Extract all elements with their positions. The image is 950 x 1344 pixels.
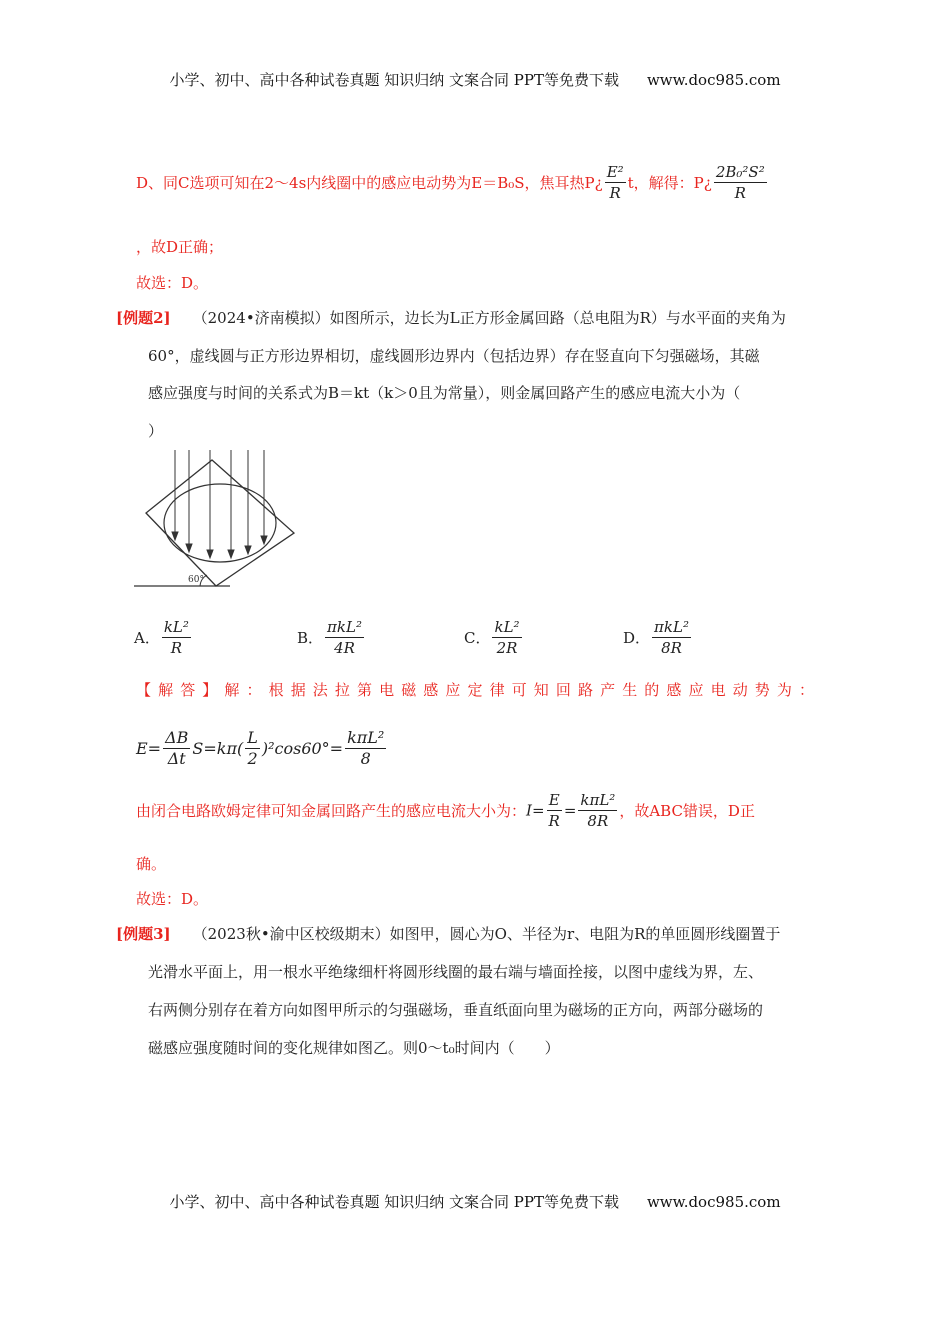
eq-part: I= [526,801,545,820]
example2-tag: [例题2] [116,309,171,327]
example2-text1: （2024•济南模拟）如图所示，边长为L正方形金属回路（总电阻为R）与水平面的夹角为 [192,309,786,327]
example2-line1 [116,307,786,328]
frac-num: L [247,728,258,747]
option-label: D． [623,629,651,647]
frac-num: ΔB [165,728,189,747]
option-fraction [652,617,691,658]
ohm-law-line2: 确。 [136,855,167,873]
fraction-current [578,790,617,831]
fraction-db-dt [163,728,190,769]
example2-pick: 故选：D。 [136,890,209,908]
frac-den: 4R [334,639,355,657]
frac-num: 2B₀²S² [715,163,765,181]
example3-text1: （2023秋•渝中区校级期末）如图甲，圆心为O、半径为r、电阻为R的单匝圆形线圈置于 [192,925,781,943]
fraction-result [714,162,767,203]
ohm-tail: ，故ABC错误，D正 [619,802,755,820]
example3-tag: [例题3] [116,925,171,943]
frac-num: E² [606,163,624,181]
option-label: B． [297,629,324,647]
example2-line3: 感应强度与时间的关系式为B＝kt（k＞0且为常量），则金属回路产生的感应电流大小为（ [148,384,741,402]
option-label: C． [464,629,491,647]
ohm-text: 由闭合电路欧姆定律可知金属回路产生的感应电流大小为： [136,802,527,820]
option-fraction [162,617,191,658]
frac-den: R [548,812,560,830]
option-c[interactable] [464,617,524,658]
footer-url: www.doc985.com [646,1193,781,1211]
frac-den: R [734,184,746,202]
eq-part: S=kπ( [192,739,244,758]
example2-line2: 60°，虚线圆与正方形边界相切，虚线圆形边界内（包括边界）存在竖直向下匀强磁场，其磁 [148,347,760,365]
angle-label: 60° [188,575,204,585]
d-option-line [136,162,769,203]
frac-den: 2R [496,639,518,657]
header-text: 小学、初中、高中各种试卷真题 知识归纳 文案合同 PPT等免费下载 [169,71,619,89]
frac-num: kL² [494,618,520,636]
frac-num: kπL² [580,791,616,809]
fraction-result [345,728,386,769]
frac-num: kL² [163,618,189,636]
tilted-square-magnetic-field-figure [130,448,310,593]
fraction-e2-over-r [605,162,626,203]
frac-den: R [609,184,621,202]
option-fraction [325,617,364,658]
fraction-e-r [547,790,562,831]
ohm-law-line [136,790,755,831]
frac-num: πkL² [327,618,362,636]
eq-part: E= [136,739,162,758]
frac-num: kπL² [347,728,385,747]
frac-den: 8R [661,639,682,657]
footer-text: 小学、初中、高中各种试卷真题 知识归纳 文案合同 PPT等免费下载 [169,1193,619,1211]
answer-intro: 【解答】解：根据法拉第电磁感应定律可知回路产生的感应电动势为： [136,681,822,699]
frac-den: Δt [167,749,186,768]
option-d[interactable] [623,617,693,658]
eq-part: )²cos60°= [261,739,344,758]
frac-den: 8R [587,812,609,830]
frac-num: E [547,790,562,811]
header-url: www.doc985.com [646,71,781,89]
option-label: A． [134,629,160,647]
frac-num: πkL² [654,618,689,636]
frac-den: 2 [247,749,258,768]
fraction-l-2 [245,728,260,769]
square-loop [146,460,294,586]
dashed-circle-boundary [164,484,276,562]
example3-line4: 磁感应强度随时间的变化规律如图乙。则0～t₀时间内（ ） [148,1039,560,1057]
d-option-text: D、同C选项可知在2～4s内线圈中的感应电动势为E＝B₀S，焦耳热P¿ [136,174,603,192]
frac-den: R [170,639,183,657]
example2-line4: ） [148,422,164,440]
option-fraction [492,617,521,658]
d-option-conclusion: ，故D正确； [136,238,224,256]
example3-line2: 光滑水平面上，用一根水平绝缘细杆将圆形线圈的最右端与墙面拴接，以图中虚线为界，左、 [148,963,764,981]
eq-part: = [563,801,577,820]
option-a[interactable] [134,617,193,658]
equation-emf [136,728,388,769]
example3-line3: 右两侧分别存在着方向如图甲所示的匀强磁场，垂直纸面向里为磁场的正方向，两部分磁场的 [148,1001,764,1019]
d-option-pick: 故选：D。 [136,274,209,292]
page-footer [0,1191,950,1212]
option-b[interactable] [297,617,366,658]
page-header [0,69,950,90]
example3-line1 [116,923,780,944]
frac-den: 8 [360,749,371,768]
d-option-t: t，解得：P¿ [627,174,712,192]
